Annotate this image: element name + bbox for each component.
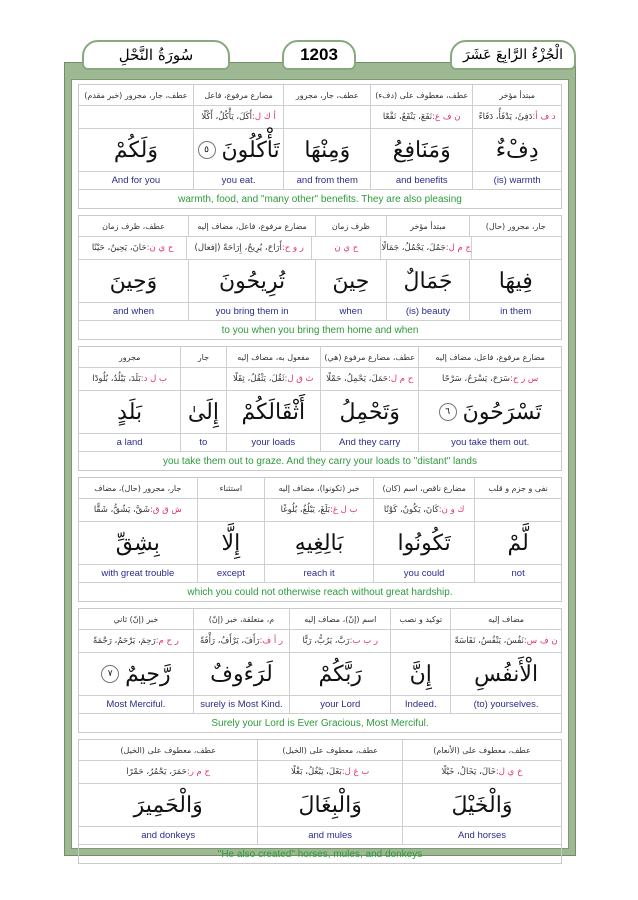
root-letters: ب ل غ: [330, 505, 358, 515]
english-word: you take them out. [451, 437, 530, 448]
word-translation-cell [193, 172, 284, 189]
root-cell [193, 106, 284, 128]
arabic-row [79, 391, 561, 434]
root-cell [450, 630, 561, 652]
english-word: and when [112, 306, 155, 317]
word-translation-cell [193, 696, 289, 713]
root-cell [79, 106, 193, 128]
word-cell [315, 260, 385, 302]
word-cell [79, 129, 193, 171]
arabic-word: تَأْكُلُونَ [221, 137, 280, 163]
verb-forms: أَرَاحَ، يُرِيحُ، إِرَاحَةً (إفعال) [194, 243, 282, 253]
verb-forms: نَفُسَ، يَنْفُسُ، نَفَاسَةً [454, 636, 524, 646]
word-translation-cell [283, 172, 370, 189]
verse-block [78, 215, 562, 340]
grammar-cell [450, 609, 561, 629]
verb-forms: بَلَغَ، يَبْلُغُ، بُلُوغًا [280, 505, 331, 515]
root-cell [370, 106, 472, 128]
root-row [79, 630, 561, 653]
word-cell [402, 784, 561, 826]
root-cell [186, 237, 311, 259]
root-cell [283, 106, 370, 128]
grammar-cell [390, 609, 450, 629]
word-cell [386, 260, 470, 302]
root-letters: س ر ح: [510, 374, 539, 384]
english-word: when [339, 306, 363, 317]
verse-translation: to you when you bring them home and when [221, 324, 419, 336]
word-cell [283, 129, 370, 171]
word-translation-cell [79, 565, 197, 582]
root-cell [197, 499, 264, 521]
root-cell [380, 237, 471, 259]
root-letters: ح م ل: [388, 374, 414, 384]
root-letters: ر ب ب: [349, 636, 379, 646]
verse-translation: "He also created" horses, mules, and donkeys [217, 848, 423, 860]
english-word: you eat. [221, 175, 256, 186]
english-word: you bring them in [215, 306, 289, 317]
root-letters: ر و ح: [281, 243, 304, 253]
word-translation-cell [79, 434, 180, 451]
word-translation-cell [390, 696, 450, 713]
english-word: and mules [308, 830, 353, 841]
grammar-label: م، متعلقة، خبر (إنّ) [208, 614, 275, 624]
english-row [79, 696, 561, 714]
root-cell [289, 630, 390, 652]
grammar-label: مبتدأ مؤخر [499, 90, 536, 100]
root-letters: ح ي ن [334, 243, 359, 253]
grammar-label: عطف، معطوف علی (الخيل) [120, 745, 216, 755]
root-cell [373, 499, 474, 521]
root-letters: ك و ن: [438, 505, 465, 515]
word-cell [180, 391, 225, 433]
verb-forms: جَمُلَ، يَجْمُلُ، جَمَالًا [381, 243, 446, 253]
root-cell [320, 368, 418, 390]
root-row [79, 237, 561, 260]
word-translation-cell [472, 172, 561, 189]
arabic-word: وَتَحْمِلُ [339, 399, 400, 425]
grammar-label: جار، مجرور (حال)، مضاف [94, 483, 182, 493]
word-translation-cell [79, 696, 193, 713]
arabic-word: إِلَىٰ [187, 399, 219, 425]
grammar-cell [315, 216, 385, 236]
root-cell [79, 761, 257, 783]
root-cell [79, 499, 197, 521]
english-word: your Lord [320, 699, 361, 710]
word-translation-cell [469, 303, 561, 320]
english-word: and benefits [395, 175, 448, 186]
word-translation-cell [257, 827, 402, 844]
arabic-word: تَكُونُوا [397, 530, 451, 556]
arabic-word: تُرِيحُونَ [219, 268, 286, 294]
verb-forms: حَمَرَ، يَحْمُرُ، حَمْرًا [126, 767, 187, 777]
surah-name-tab: سُورَةُ النَّحْلِ [82, 40, 230, 70]
root-cell [390, 630, 450, 652]
verb-forms: نَفَعَ، يَنْفَعُ، نَفْعًا [382, 112, 433, 122]
verse-block [78, 84, 562, 209]
grammar-cell [264, 478, 373, 498]
word-cell [472, 129, 561, 171]
root-letters: أ ك ل: [252, 112, 276, 122]
english-word: to [199, 437, 208, 448]
arabic-word: بَلَدٍ [117, 399, 143, 425]
grammar-cell [193, 85, 284, 105]
english-word: surely is Most Kind. [200, 699, 283, 710]
root-cell [402, 761, 561, 783]
word-translation-cell [373, 565, 474, 582]
root-row [79, 499, 561, 522]
grammar-cell [79, 478, 197, 498]
english-word: and donkeys [141, 830, 196, 841]
verse-translation: warmth, food, and "many other" benefits. They are also pleasing [178, 193, 462, 205]
arabic-word: رَبَّكُمْ [318, 661, 363, 687]
grammar-label: عطف، معطوف علی (الخيل) [282, 745, 378, 755]
verse-translation: which you could not otherwise reach without great hardship. [187, 586, 453, 598]
page-content [71, 79, 569, 860]
word-cell [79, 653, 193, 695]
grammar-label: ظرف زمان [331, 221, 370, 231]
arabic-word: أَثْقَالَكُمْ [241, 399, 306, 425]
grammar-label: مضارع مرفوع، فاعل [204, 90, 273, 100]
english-word: except [216, 568, 245, 579]
verse-translation: Surely your Lord is Ever Gracious, Most Merciful. [211, 717, 429, 729]
verb-forms: بَغَلَ، يَبْغُلُ، بَغْلًا [290, 767, 342, 777]
root-letters: ح م ر: [186, 767, 210, 777]
english-word: And they carry [339, 437, 401, 448]
root-letters: ح ي ن: [146, 243, 174, 253]
english-row [79, 827, 561, 845]
word-cell [469, 260, 561, 302]
word-cell [79, 522, 197, 564]
grammar-row [79, 347, 561, 368]
arabic-word: وَالْحَمِيرَ [133, 792, 203, 818]
word-cell [289, 653, 390, 695]
grammar-label: مضارع مرفوع، فاعل، مضاف إليه [197, 221, 307, 231]
grammar-cell [180, 347, 225, 367]
word-translation-cell [386, 303, 470, 320]
grammar-cell [472, 85, 561, 105]
arabic-word: إِلَّا [221, 530, 241, 556]
word-cell [390, 653, 450, 695]
root-letters: خ ي ل: [495, 767, 523, 777]
page-number: 1203 [282, 40, 356, 70]
grammar-cell [257, 740, 402, 760]
grammar-row [79, 740, 561, 761]
word-translation-cell [320, 434, 418, 451]
word-cell [197, 522, 264, 564]
grammar-cell [79, 216, 188, 236]
root-cell [264, 499, 373, 521]
english-row [79, 303, 561, 321]
grammar-cell [370, 85, 472, 105]
word-translation-cell [315, 303, 385, 320]
grammar-label: مبتدأ مؤخر [410, 221, 446, 231]
verb-forms: دَفِئَ، يَدْفَأُ، دَفَاءً [478, 112, 533, 122]
word-translation-cell [79, 827, 257, 844]
word-cell [370, 129, 472, 171]
word-translation-cell [289, 696, 390, 713]
english-word: (to) yourselves. [473, 699, 539, 710]
arabic-row [79, 522, 561, 565]
word-cell [450, 653, 561, 695]
arabic-word: لَّمْ [507, 530, 529, 556]
root-row [79, 106, 561, 129]
grammar-label: عطف، جار، مجرور [295, 90, 359, 100]
arabic-row [79, 784, 561, 827]
grammar-cell [193, 609, 289, 629]
grammar-label: جار، مجرور (حال) [485, 221, 546, 231]
grammar-cell [469, 216, 561, 236]
grammar-label: مجرور [118, 352, 141, 362]
grammar-cell [188, 216, 315, 236]
english-word: you could [403, 568, 445, 579]
arabic-word: وَحِينَ [109, 268, 158, 294]
arabic-word: وَلَكُمْ [113, 137, 158, 163]
verb-forms: حَانَ، يَحِينُ، حَيْنًا [91, 243, 147, 253]
root-letters: ر أ ف: [259, 636, 283, 646]
root-cell [471, 237, 561, 259]
grammar-label: خبر (تكونوا)، مضاف إليه [278, 483, 360, 493]
grammar-cell [226, 347, 320, 367]
english-word: (is) beauty [405, 306, 451, 317]
root-row [79, 761, 561, 784]
english-row [79, 565, 561, 583]
grammar-cell [402, 740, 561, 760]
root-cell [79, 368, 180, 390]
root-cell [257, 761, 402, 783]
word-cell [188, 260, 315, 302]
grammar-cell [79, 85, 193, 105]
root-cell [418, 368, 561, 390]
arabic-word: إِنَّ [409, 661, 432, 687]
arabic-word: لَرَءُوفٌ [210, 661, 273, 687]
word-cell [320, 391, 418, 433]
root-letters: ش ق ق: [149, 505, 182, 515]
grammar-cell [418, 347, 561, 367]
word-translation-cell [79, 303, 188, 320]
grammar-cell [283, 85, 370, 105]
english-word: not [511, 568, 525, 579]
root-letters: ر ح م: [155, 636, 179, 646]
arabic-word: دِفْءٌ [495, 137, 539, 163]
root-letters: ب غ ل: [341, 767, 370, 777]
english-row [79, 434, 561, 452]
arabic-word: بِشِقِّ [115, 530, 160, 556]
word-translation-cell [226, 434, 320, 451]
grammar-cell [197, 478, 264, 498]
grammar-label: مفعول به، مضاف إليه [237, 352, 310, 362]
arabic-word: الْأَنفُسِ [474, 661, 539, 687]
english-row [79, 172, 561, 190]
grammar-label: مضارع ناقص، اسم (كان) [382, 483, 466, 493]
verse-block [78, 346, 562, 471]
grammar-cell [79, 347, 180, 367]
word-translation-cell [450, 696, 561, 713]
grammar-row [79, 609, 561, 630]
grammar-label: خبر (إنّ) ثاني [113, 614, 159, 624]
verb-forms: حَمَلَ، يَحْمِلُ، حَمْلًا [326, 374, 389, 384]
grammar-row [79, 216, 561, 237]
verb-forms: خَالَ، يَخَالُ، خَيْلًا [441, 767, 496, 777]
word-cell [264, 522, 373, 564]
grammar-label: جار [197, 352, 210, 362]
arabic-word: فِيهَا [498, 268, 533, 294]
grammar-label: عطف، ظرف زمان [102, 221, 165, 231]
arabic-word: تَسْرَحُونَ [462, 399, 542, 425]
root-letters: ن ف س: [523, 636, 558, 646]
english-word: with great trouble [101, 568, 175, 579]
grammar-label: عطف، جار، مجرور (خبر مقدم) [84, 90, 188, 100]
arabic-word: وَمِنْهَا [304, 137, 351, 163]
english-word: your loads [251, 437, 296, 448]
word-cell [226, 391, 320, 433]
word-translation-cell [264, 565, 373, 582]
grammar-label: مضاف إليه [488, 614, 524, 624]
root-letters: ن ف ع: [432, 112, 461, 122]
word-translation-cell [180, 434, 225, 451]
word-cell [79, 260, 188, 302]
arabic-word: رَّحِيمٌ [125, 661, 171, 687]
grammar-row [79, 85, 561, 106]
word-translation-cell [370, 172, 472, 189]
word-cell [193, 129, 284, 171]
arabic-row [79, 653, 561, 696]
verb-forms: أَكَلَ، يَأْكُلُ، أَكْلًا [201, 112, 252, 122]
word-cell [474, 522, 561, 564]
arabic-word: بَالِغِيهِ [294, 530, 344, 556]
grammar-label: نفی و جزم و قلب [488, 483, 548, 493]
root-cell [79, 630, 193, 652]
english-word: reach it [303, 568, 335, 579]
root-letters: ب ل د: [140, 374, 167, 384]
verse-blocks [78, 84, 562, 870]
verse-block [78, 739, 562, 864]
arabic-word: جَمَالٌ [403, 268, 453, 294]
grammar-cell [79, 740, 257, 760]
word-cell [373, 522, 474, 564]
root-cell [180, 368, 225, 390]
word-translation-cell [402, 827, 561, 844]
english-word: in them [500, 306, 532, 317]
root-cell [472, 106, 561, 128]
verb-forms: بَلَدَ، يَبْلُدُ، بُلُودًا [92, 374, 141, 384]
word-translation-cell [474, 565, 561, 582]
word-cell [79, 784, 257, 826]
verse-translation: you take them out to graze. And they carry your loads to "distant" lands [163, 455, 477, 467]
grammar-cell [289, 609, 390, 629]
grammar-label: استثناء [219, 483, 243, 493]
word-translation-cell [197, 565, 264, 582]
word-translation-cell [418, 434, 561, 451]
verb-forms: كَانَ، يَكُونُ، كَوْنًا [383, 505, 439, 515]
root-cell [311, 237, 380, 259]
grammar-label: اسم (إنّ)، مضاف إليه [304, 614, 377, 624]
english-word: and from them [296, 175, 358, 186]
grammar-cell [474, 478, 561, 498]
english-word: Most Merciful. [106, 699, 166, 710]
grammar-cell [320, 347, 418, 367]
grammar-cell [79, 609, 193, 629]
root-letters: ث ق ل: [284, 374, 314, 384]
grammar-label: عطف، مضارع مرفوع (هي) [324, 352, 416, 362]
grammar-row [79, 478, 561, 499]
page-frame [64, 62, 576, 860]
verse-block [78, 608, 562, 733]
verse-block [78, 477, 562, 602]
root-letters: ج م ل: [445, 243, 471, 253]
english-word: a land [116, 437, 143, 448]
arabic-word: وَمَنَافِعُ [392, 137, 451, 163]
arabic-word: حِينَ [332, 268, 370, 294]
english-word: And for you [111, 175, 161, 186]
arabic-row [79, 260, 561, 303]
word-cell [418, 391, 561, 433]
ayah-number-marker: ٦ [439, 403, 457, 421]
arabic-word: وَالْخَيْلَ [451, 792, 513, 818]
grammar-label: عطف، معطوف علی (دفء) [375, 90, 469, 100]
word-cell [193, 653, 289, 695]
grammar-label: عطف، معطوف علی (الأنعام) [433, 745, 531, 755]
word-translation-cell [79, 172, 193, 189]
verb-forms: رَأَفَ، يَرْأَفُ، رَأْفَةً [199, 636, 260, 646]
english-word: And horses [457, 830, 506, 841]
juz-name-tab: الْجُزْءُ الرَّابِعَ عَشَرَ [450, 40, 576, 70]
grammar-cell [386, 216, 470, 236]
root-cell [226, 368, 320, 390]
verb-forms: رَحِمَ، يَرْحَمُ، رَحْمَةً [92, 636, 156, 646]
root-row [79, 368, 561, 391]
english-word: (is) warmth [493, 175, 541, 186]
verb-forms: شَقَّ، يَشُقُّ، شَقًّا [93, 505, 150, 515]
grammar-label: توكيد و نصب [399, 614, 443, 624]
word-cell [79, 391, 180, 433]
root-cell [193, 630, 289, 652]
word-cell [257, 784, 402, 826]
arabic-word: وَالْبِغَالَ [298, 792, 362, 818]
root-cell [79, 237, 186, 259]
grammar-cell [373, 478, 474, 498]
verb-forms: رَبَّ، يَرُبُّ، رَبًّا [302, 636, 350, 646]
root-letters: د ف أ: [532, 112, 556, 122]
english-word: Indeed. [404, 699, 437, 710]
arabic-row [79, 129, 561, 172]
ayah-number-marker: ٧ [101, 665, 119, 683]
root-cell [474, 499, 561, 521]
verb-forms: ثَقُلَ، يَثْقُلُ، ثِقَلًا [233, 374, 285, 384]
word-translation-cell [188, 303, 315, 320]
verb-forms: سَرَحَ، يَسْرَحُ، سَرْحًا [442, 374, 511, 384]
grammar-label: مضارع مرفوع، فاعل، مضاف إليه [435, 352, 545, 362]
ayah-number-marker: ٥ [198, 141, 216, 159]
